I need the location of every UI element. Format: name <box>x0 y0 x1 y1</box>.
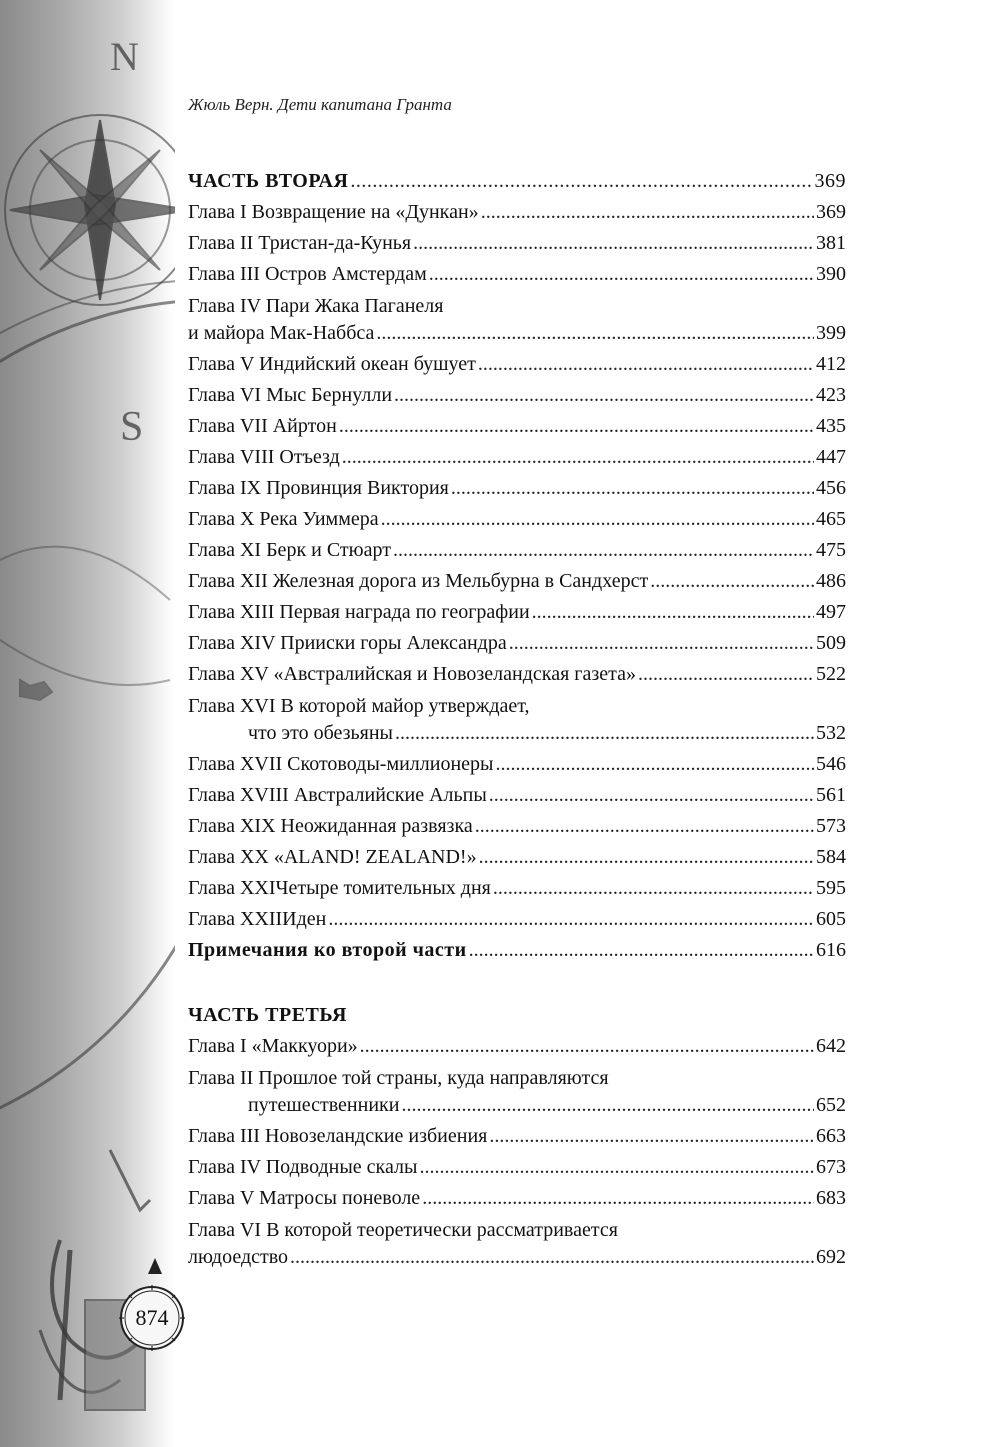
page-ref: 435 <box>816 415 846 437</box>
page-ref: 497 <box>816 601 846 623</box>
entry-title: Глава XII Железная дорога из Мельбурна в Сандхерст <box>188 570 649 592</box>
dot-leader <box>489 1121 814 1152</box>
part-three-heading: ЧАСТЬ ТРЕТЬЯ <box>188 1004 347 1026</box>
entry-title: Глава XVIII Австралийские Альпы <box>188 784 487 806</box>
toc-entry[interactable] <box>188 842 846 873</box>
toc-entry[interactable] <box>188 259 846 290</box>
entry-title: Глава XIII Первая награда по географии <box>188 601 530 623</box>
dot-leader <box>509 628 814 659</box>
toc-entry[interactable] <box>188 411 846 442</box>
entry-title: Глава V Индийский океан бушует <box>188 353 476 375</box>
toc-entry[interactable] <box>188 873 846 904</box>
dot-leader <box>532 597 814 628</box>
toc-entry[interactable] <box>188 504 846 535</box>
page-ref: 447 <box>816 446 846 468</box>
page-number: 874 <box>135 1305 169 1330</box>
entry-title: Глава IV Подводные скалы <box>188 1156 418 1178</box>
dot-leader <box>489 780 814 811</box>
page-ref: 475 <box>816 539 846 561</box>
toc-entry[interactable] <box>188 694 846 718</box>
svg-text:N: N <box>110 34 139 79</box>
dot-leader <box>422 1183 814 1214</box>
toc-entry[interactable] <box>188 1031 846 1062</box>
notes-title: Примечания ко второй части <box>188 939 467 961</box>
page-ref: 369 <box>814 170 846 192</box>
dot-leader <box>469 935 814 966</box>
page-number-badge <box>117 1283 187 1353</box>
entry-title: Глава VI В которой теоретически рассматривается <box>188 1219 618 1241</box>
part-title: ЧАСТЬ ВТОРАЯ <box>188 170 349 192</box>
toc-entry[interactable] <box>188 442 846 473</box>
part-two-heading[interactable] <box>188 166 846 197</box>
dot-leader <box>419 1152 814 1183</box>
toc-entry[interactable] <box>188 659 846 690</box>
entry-title: Глава I «Маккуори» <box>188 1035 358 1057</box>
toc-notes-entry[interactable] <box>188 935 846 966</box>
page-ref: 616 <box>816 939 846 961</box>
toc-entry[interactable] <box>188 473 846 504</box>
entry-title: Глава IX Провинция Виктория <box>188 477 449 499</box>
entry-title: Глава V Матросы поневоле <box>188 1187 421 1209</box>
entry-title: Глава II Прошлое той страны, куда направляются <box>188 1067 609 1089</box>
dot-leader <box>395 718 814 749</box>
dot-leader <box>393 535 814 566</box>
page-ref: 390 <box>816 263 846 285</box>
entry-title: людоедство <box>188 1246 289 1268</box>
page-ref: 369 <box>816 201 846 223</box>
toc-entry[interactable] <box>188 1218 846 1242</box>
toc-entry[interactable] <box>188 294 846 318</box>
toc-entry[interactable] <box>188 197 846 228</box>
entry-title: Глава III Остров Амстердам <box>188 263 427 285</box>
page-ref: 573 <box>816 815 846 837</box>
dot-leader <box>328 904 814 935</box>
entry-title: Глава IV Пари Жака Паганеля <box>188 295 444 317</box>
toc-entry[interactable] <box>188 1066 846 1090</box>
page-ref: 509 <box>816 632 846 654</box>
entry-title: Глава XXIЧетыре томительных дня <box>188 877 491 899</box>
page-ref: 692 <box>816 1246 846 1268</box>
toc-entry[interactable] <box>188 597 846 628</box>
page-ref: 595 <box>816 877 846 899</box>
entry-title: Глава XX «ALAND! ZEALAND!» <box>188 846 477 868</box>
entry-title: Глава XVI В которой майор утверждает, <box>188 695 530 717</box>
toc-entry[interactable] <box>188 1121 846 1152</box>
page-ref: 584 <box>816 846 846 868</box>
svg-text:S: S <box>120 404 144 450</box>
toc-entry[interactable] <box>188 566 846 597</box>
dot-leader <box>650 566 814 597</box>
dot-leader <box>413 228 814 259</box>
entry-title: Глава XXIIИден <box>188 908 327 930</box>
toc-entry[interactable] <box>188 904 846 935</box>
page-ref: 399 <box>816 322 846 344</box>
dot-leader <box>478 349 814 380</box>
dot-leader <box>290 1242 814 1273</box>
toc-entry[interactable] <box>188 749 846 780</box>
entry-title: Глава II Тристан-да-Кунья <box>188 232 412 254</box>
entry-title: Глава VIII Отъезд <box>188 446 340 468</box>
dot-leader <box>401 1090 814 1121</box>
page-ref: 423 <box>816 384 846 406</box>
page-ref: 652 <box>816 1094 846 1116</box>
page-ref: 683 <box>816 1187 846 1209</box>
toc-entry-continuation[interactable] <box>188 1090 846 1121</box>
page-ref: 642 <box>816 1035 846 1057</box>
dot-leader <box>381 504 814 535</box>
toc-entry[interactable] <box>188 1183 846 1214</box>
entry-title: что это обезьяны <box>248 722 393 744</box>
toc-entry-continuation[interactable] <box>188 1242 846 1273</box>
running-head: Жюль Верн. Дети капитана Гранта <box>188 95 452 114</box>
page-ref: 663 <box>816 1125 846 1147</box>
page-ref: 546 <box>816 753 846 775</box>
toc-entry[interactable] <box>188 380 846 411</box>
entry-title: и майора Мак-Наббса <box>188 322 375 344</box>
dot-leader <box>479 842 814 873</box>
toc-entry[interactable] <box>188 628 846 659</box>
dot-leader <box>451 473 814 504</box>
entry-title: Глава VI Мыс Бернулли <box>188 384 393 406</box>
toc-entry[interactable] <box>188 780 846 811</box>
dot-leader <box>638 659 814 690</box>
dot-leader <box>429 259 814 290</box>
toc-entry[interactable] <box>188 811 846 842</box>
dot-leader <box>495 749 814 780</box>
dot-leader <box>493 873 814 904</box>
toc-entry[interactable] <box>188 535 846 566</box>
entry-title: Глава X Река Уиммера <box>188 508 379 530</box>
dot-leader <box>360 1031 814 1062</box>
entry-title: Глава III Новозеландские избиения <box>188 1125 488 1147</box>
toc-entry-continuation[interactable] <box>188 718 846 749</box>
entry-title: Глава XV «Австралийская и Новозеландская газета» <box>188 663 636 685</box>
dot-leader <box>339 411 814 442</box>
decorative-map-sidebar <box>0 0 175 1447</box>
page-ref: 412 <box>816 353 846 375</box>
dot-leader <box>342 442 814 473</box>
page-ref: 456 <box>816 477 846 499</box>
page-ref: 532 <box>816 722 846 744</box>
page-ref: 561 <box>816 784 846 806</box>
part-two-entries <box>188 197 846 935</box>
part-three-entries <box>188 1031 846 1273</box>
table-of-contents <box>188 166 846 1273</box>
entry-title: Глава VII Айртон <box>188 415 337 437</box>
toc-entry[interactable] <box>188 349 846 380</box>
compass-map-illustration <box>0 0 175 1447</box>
dot-leader <box>394 380 814 411</box>
entry-title: Глава XIV Прииски горы Александра <box>188 632 507 654</box>
entry-title: Глава XIX Неожиданная развязка <box>188 815 473 837</box>
toc-entry[interactable] <box>188 228 846 259</box>
entry-title: путешественники <box>248 1094 400 1116</box>
entry-title: Глава I Возвращение на «Дункан» <box>188 201 479 223</box>
page-ref: 605 <box>816 908 846 930</box>
dot-leader <box>481 197 814 228</box>
toc-entry-continuation[interactable] <box>188 318 846 349</box>
dot-leader <box>475 811 814 842</box>
entry-title: Глава XI Берк и Стюарт <box>188 539 391 561</box>
page-ref: 522 <box>816 663 846 685</box>
dot-leader <box>350 166 812 197</box>
page-ref: 465 <box>816 508 846 530</box>
dot-leader <box>376 318 814 349</box>
entry-title: Глава XVII Скотоводы-миллионеры <box>188 753 494 775</box>
page-ref: 673 <box>816 1156 846 1178</box>
page-ref: 381 <box>816 232 846 254</box>
toc-entry[interactable] <box>188 1152 846 1183</box>
page-ref: 486 <box>816 570 846 592</box>
